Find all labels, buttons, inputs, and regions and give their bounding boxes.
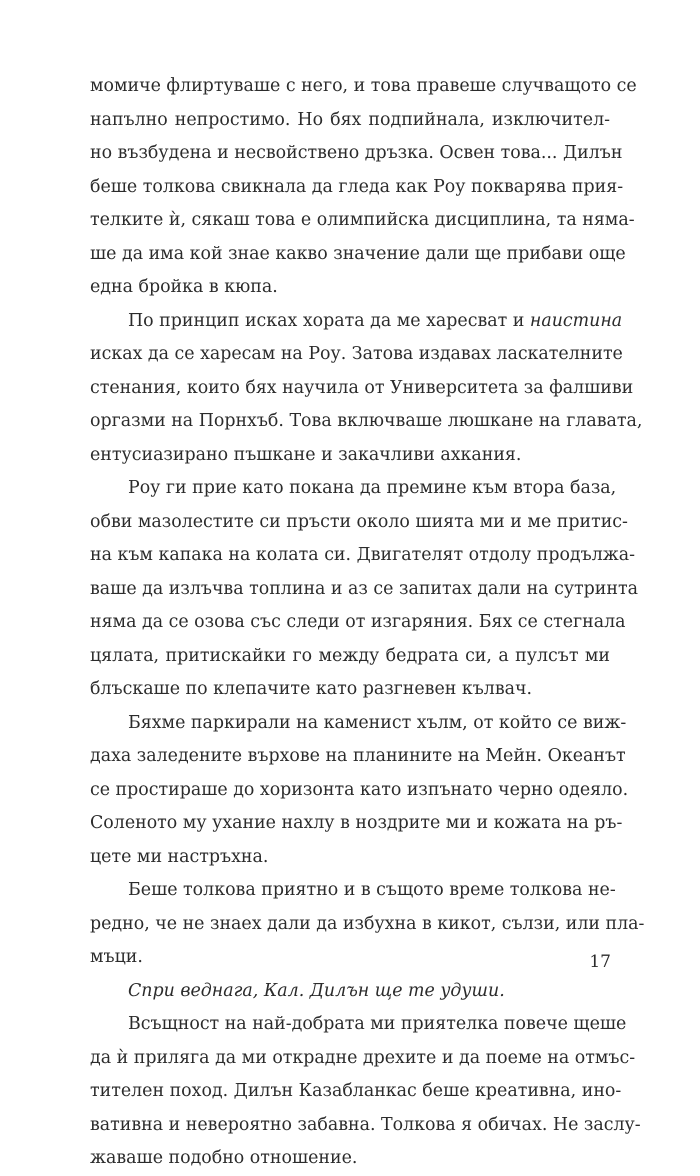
text-line: вативна и невероятно забавна. Толкова я обичах. Не заслу- (90, 1114, 641, 1135)
paragraph-start-line: Беше толкова приятно и в същото време толкова не- (128, 880, 616, 900)
italic-text-run: наистина (529, 310, 623, 331)
paragraph-end-line: цете ми настръхна. (90, 846, 269, 867)
text-line: ше да има кой знае какво значение дали ще прибави още (90, 243, 626, 264)
text-line: редно, че не знаех дали да избухна в кикот, сълзи, или пла- (90, 913, 645, 934)
text-line: няма да се озова със следи от изгаряния. Бях се стегнала (90, 612, 626, 632)
text-line: се простираше до хоризонта като изпънато черно одеяло. (90, 779, 629, 800)
paragraph-start-line: Бяхме паркирали на каменист хълм, от който се виж- (128, 712, 627, 733)
text-line: телките ѝ, сякаш това е олимпийска дисциплина, та няма- (90, 210, 635, 230)
book-page-body (90, 70, 645, 1176)
paragraph-start-line: Всъщност на най-добрата ми приятелка повече щеше (128, 1014, 627, 1034)
text-line: напълно непростимо. Но бях подпийнала, изключител- (90, 109, 610, 130)
text-line: ваше да излъчва топлина и аз се запитах дали на сутринта (90, 578, 638, 599)
page-number: 17 (589, 952, 611, 972)
italic-thought-line (90, 975, 610, 1009)
text-line: на към капака на колата си. Двигателят отдолу продължа- (90, 545, 635, 565)
text-line: оргазми на Порнхъб. Това включваше люшкане на главата, (90, 411, 643, 431)
text-line: даха заледените върхове на планините на Мейн. Океанът (90, 746, 626, 766)
paragraph-end-line: блъскаше по клепачите като разгневен кълвач. (90, 679, 533, 699)
paragraph-start-line: Роу ги прие като покана да премине към втора база, (128, 478, 617, 498)
paragraph-end-line: ентусиазирано пъшкане и закачливи ахкания. (90, 444, 522, 465)
text-line: цялата, притискайки го между бедрата си, а пулсът ми (90, 645, 610, 666)
text-line: момиче флиртуваше с него, и това правеше случващото се (90, 76, 637, 96)
text-line: Соленото му ухание нахлу в ноздрите ми и кожата на ръ- (90, 813, 623, 833)
text-line: беше толкова свикнала да гледа как Роу покварява прия- (90, 176, 624, 197)
text-line: но възбудена и несвойствено дръзка. Освен това... Дилън (90, 143, 623, 163)
paragraph-start-line (90, 305, 623, 339)
paragraph-end-line: мъци. (90, 947, 143, 967)
text-line: исках да се харесам на Роу. Затова издавах ласкателните (90, 344, 623, 364)
paragraph-end-line: жаваше подобно отношение. (90, 1148, 358, 1168)
italic-text-run: Спри веднага, Кал. Дилън ще те удуши. (128, 980, 505, 1001)
text-run: По принцип исках хората да ме харесват и (128, 310, 530, 331)
text-line: обви мазолестите си пръсти около шията ми и ме притис- (90, 511, 628, 532)
text-line: да ѝ приляга да ми открадне дрехите и да поеме на отмъс- (90, 1047, 636, 1068)
text-line: стенания, които бях научила от Университета за фалшиви (90, 377, 634, 398)
paragraph-end-line: една бройка в кюпа. (90, 277, 278, 297)
text-line: тителен поход. Дилън Казабланкас беше креативна, ино- (90, 1081, 622, 1101)
